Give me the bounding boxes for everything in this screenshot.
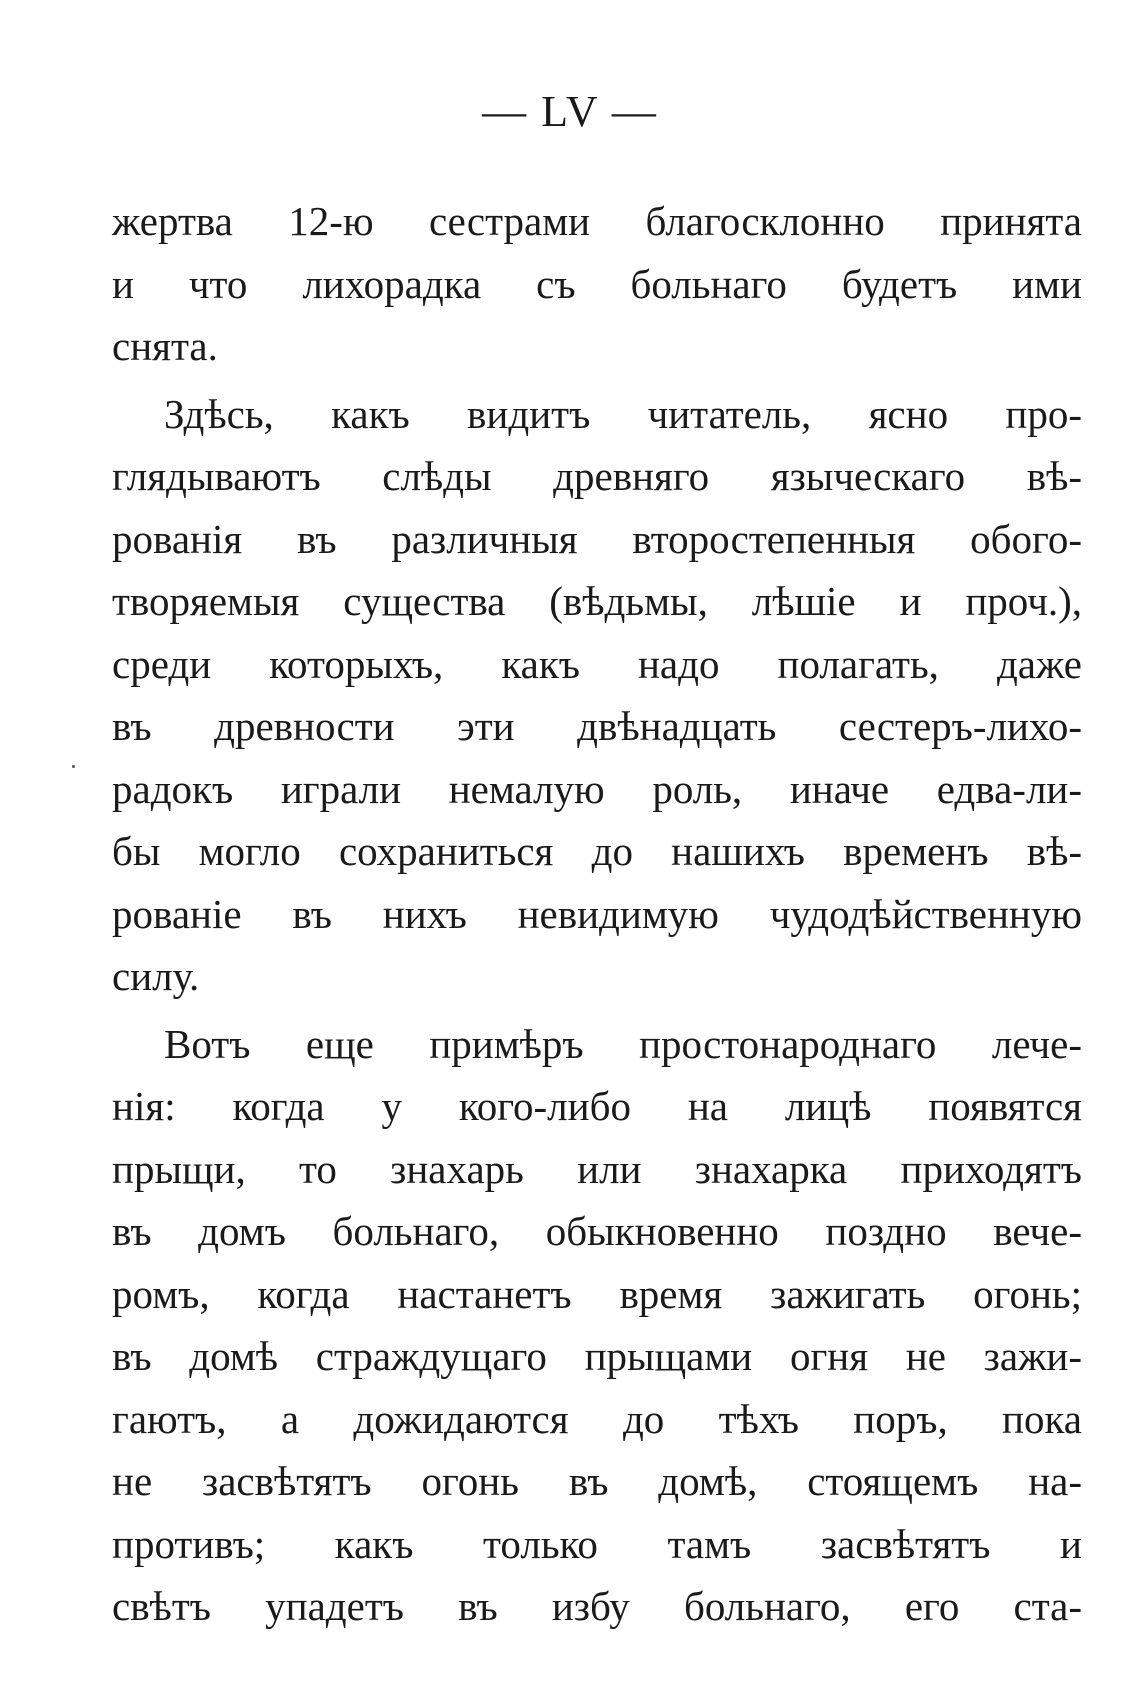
text-line: и что лихорадка съ больнаго будетъ ими bbox=[112, 260, 1082, 307]
text-line: снята. bbox=[112, 323, 218, 369]
text-line: ромъ, когда настанетъ время зажигать огонь; bbox=[112, 1270, 1082, 1317]
text-line: въ домѣ страждущаго прыщами огня не зажи- bbox=[112, 1333, 1082, 1379]
text-line: жертва 12-ю сестрами благосклонно принята bbox=[112, 198, 1082, 244]
paragraph-3 bbox=[112, 1013, 1082, 1638]
text-line: творяемыя существа (вѣдьмы, лѣшіе и проч.), bbox=[112, 578, 1082, 624]
text-line: Вотъ еще примѣръ простонароднаго лече- bbox=[164, 1020, 1082, 1067]
text-line: бы могло сохраниться до нашихъ временъ вѣ- bbox=[112, 828, 1082, 874]
text-line: въ древности эти двѣнадцать сестеръ-лихо- bbox=[112, 703, 1082, 749]
text-line: радокъ играли немалую роль, иначе едва-ли- bbox=[112, 765, 1082, 812]
print-speck bbox=[72, 765, 75, 768]
text-line: рованія въ различныя второстепенныя обого- bbox=[112, 515, 1082, 562]
text-line: въ домъ больнаго, обыкновенно поздно вече- bbox=[112, 1208, 1082, 1254]
text-line: гаютъ, а дожидаются до тѣхъ поръ, пока bbox=[112, 1395, 1082, 1442]
text-line: среди которыхъ, какъ надо полагать, даже bbox=[112, 640, 1082, 687]
page-number: — LV — bbox=[482, 87, 658, 136]
paragraph-2 bbox=[112, 383, 1082, 1008]
paragraph-1 bbox=[112, 190, 1082, 378]
text-line: противъ; какъ только тамъ засвѣтятъ и bbox=[112, 1520, 1082, 1567]
text-line: не засвѣтятъ огонь въ домѣ, стоящемъ на- bbox=[112, 1458, 1082, 1504]
text-line: силу. bbox=[112, 953, 200, 999]
text-line: свѣтъ упадетъ въ избу больнаго, его ста- bbox=[112, 1583, 1082, 1629]
text-line: нія: когда у кого-либо на лицѣ появятся bbox=[112, 1083, 1082, 1129]
text-line: Здѣсь, какъ видитъ читатель, ясно про- bbox=[164, 390, 1082, 437]
body-text bbox=[112, 190, 1082, 1638]
text-line: прыщи, то знахарь или знахарка приходятъ bbox=[112, 1145, 1082, 1192]
text-line: рованіе въ нихъ невидимую чудодѣйственную bbox=[112, 890, 1082, 937]
text-line: глядываютъ слѣды древняго языческаго вѣ- bbox=[112, 453, 1082, 499]
